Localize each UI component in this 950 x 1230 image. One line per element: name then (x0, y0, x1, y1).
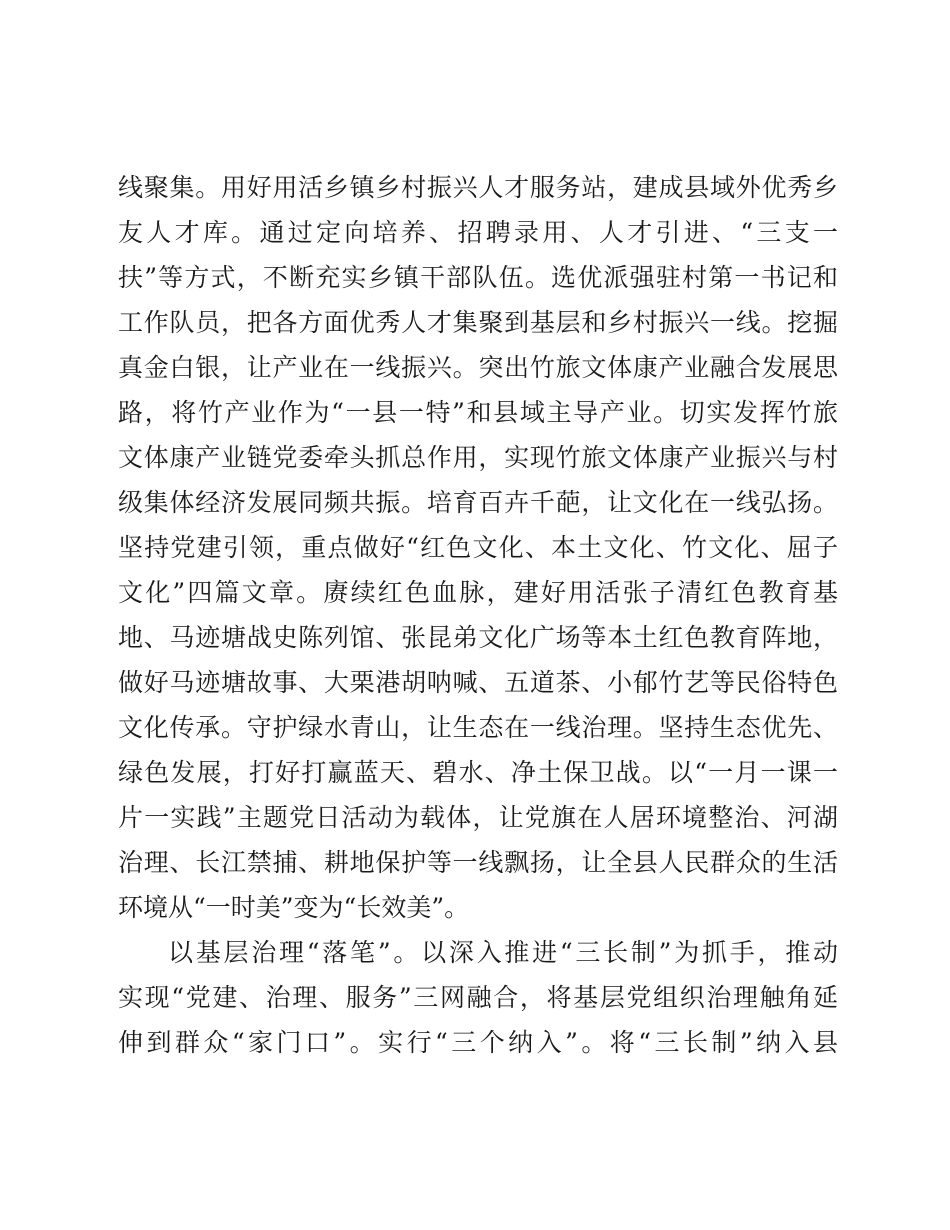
text-line-07: 文体康产业链党委牵头抓总作用，实现竹旅文体康产业振兴与村 (118, 443, 838, 472)
text-line-20: 伸到群众“家门口”。实行“三个纳入”。将“三长制”纳入县 (118, 1028, 838, 1057)
text-line-04: 工作队员，把各方面优秀人才集聚到基层和乡村振兴一线。挖掘 (118, 308, 838, 337)
text-line-01: 线聚集。用好用活乡镇乡村振兴人才服务站，建成县域外优秀乡 (118, 173, 838, 202)
text-line-11: 地、马迹塘战史陈列馆、张昆弟文化广场等本土红色教育阵地， (118, 623, 838, 652)
text-line-02: 友人才库。通过定向培养、招聘录用、人才引进、“三支一 (118, 218, 838, 247)
text-line-12: 做好马迹塘故事、大栗港胡呐喊、五道茶、小郁竹艺等民俗特色 (118, 668, 838, 697)
text-line-14: 绿色发展，打好打赢蓝天、碧水、净土保卫战。以“一月一课一 (118, 758, 838, 787)
document-text-block (118, 165, 838, 1065)
text-line-19: 实现“党建、治理、服务”三网融合，将基层党组织治理触角延 (118, 983, 838, 1012)
text-line-17-paragraph-end: 环境从“一时美”变为“长效美”。 (118, 893, 470, 922)
text-line-15: 片一实践”主题党日活动为载体，让党旗在人居环境整治、河湖 (118, 803, 838, 832)
text-line-13: 文化传承。守护绿水青山，让生态在一线治理。坚持生态优先、 (118, 713, 838, 742)
text-line-08: 级集体经济发展同频共振。培育百卉千葩，让文化在一线弘扬。 (118, 488, 838, 517)
text-line-05: 真金白银，让产业在一线振兴。突出竹旅文体康产业融合发展思 (118, 353, 838, 382)
text-line-03: 扶”等方式，不断充实乡镇干部队伍。选优派强驻村第一书记和 (118, 263, 838, 292)
text-line-10: 文化”四篇文章。赓续红色血脉，建好用活张子清红色教育基 (118, 578, 838, 607)
text-line-06: 路，将竹产业作为“一县一特”和县域主导产业。切实发挥竹旅 (118, 398, 838, 427)
text-line-09: 坚持党建引领，重点做好“红色文化、本土文化、竹文化、屈子 (118, 533, 838, 562)
text-line-16: 治理、长江禁捕、耕地保护等一线飘扬，让全县人民群众的生活 (118, 848, 838, 877)
text-line-18-paragraph-start: 以基层治理“落笔”。以深入推进“三长制”为抓手，推动 (168, 938, 838, 967)
